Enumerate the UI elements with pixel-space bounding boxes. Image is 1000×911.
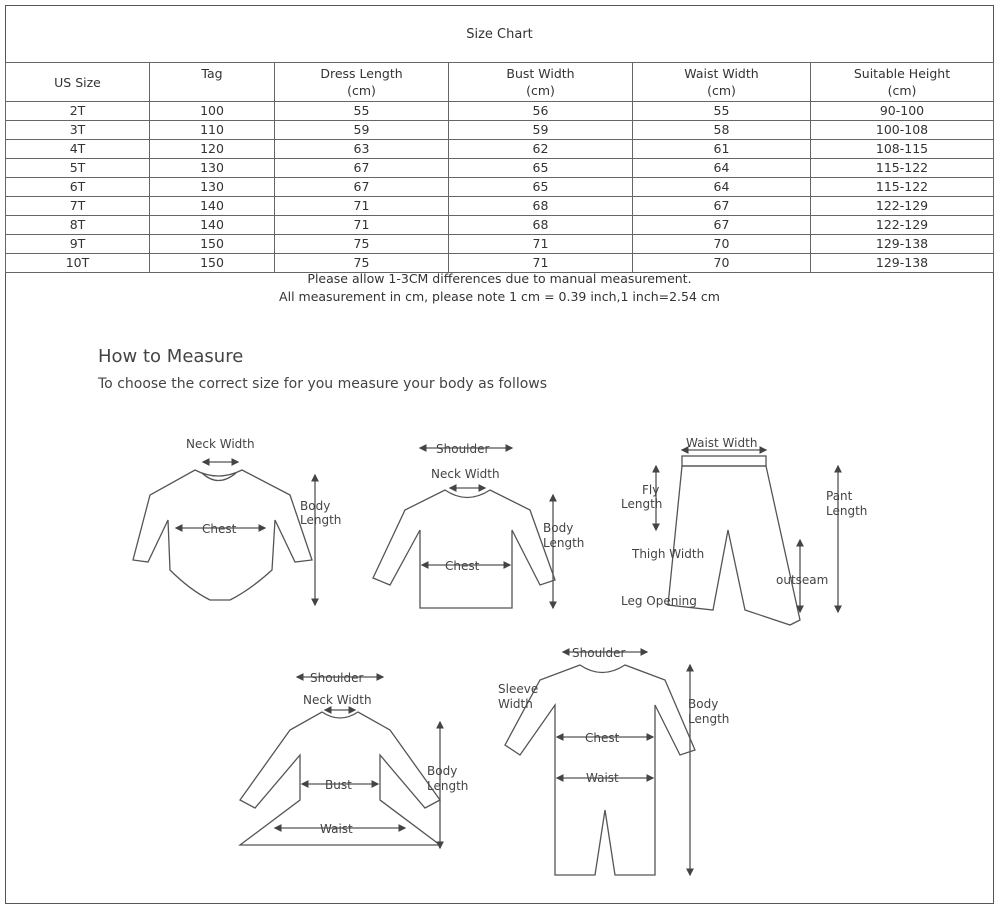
shirt-chest-label: Chest (445, 559, 480, 573)
how-to-measure-subtitle: To choose the correct size for you measure your body as follows (98, 376, 548, 392)
header-suitable-height: Suitable Height (cm) (811, 63, 994, 102)
pants-pant-label: Pant (826, 489, 853, 503)
cell-us-size: 9T (6, 235, 150, 254)
shirt-body-label: Body (543, 521, 574, 535)
header-waist-width: Waist Width (cm) (633, 63, 811, 102)
how-to-measure-title: How to Measure (98, 346, 244, 367)
cell-dress-length: 63 (275, 140, 449, 159)
cell-dress-length: 67 (275, 159, 449, 178)
cell-bust-width: 68 (449, 197, 633, 216)
bodysuit-neck-label: Neck Width (186, 437, 255, 451)
cell-suitable-height: 115-122 (811, 159, 994, 178)
cell-waist-width: 70 (633, 254, 811, 273)
dress-waist-label: Waist (320, 822, 353, 836)
bodysuit-diagram (133, 437, 341, 605)
cell-waist-width: 64 (633, 159, 811, 178)
pants-pant-length-label: Length (826, 504, 868, 518)
cell-us-size: 5T (6, 159, 150, 178)
shirt-diagram (373, 442, 584, 608)
romper-body-label: Body (688, 697, 719, 711)
shirt-length-label: Length (543, 536, 585, 550)
cell-dress-length: 75 (275, 235, 449, 254)
cell-waist-width: 55 (633, 102, 811, 121)
cell-tag: 110 (150, 121, 275, 140)
shirt-shoulder-label: Shoulder (436, 442, 490, 456)
cell-waist-width: 61 (633, 140, 811, 159)
cell-dress-length: 55 (275, 102, 449, 121)
cell-waist-width: 58 (633, 121, 811, 140)
cell-waist-width: 70 (633, 235, 811, 254)
romper-sleeve-width-label: Width (498, 697, 533, 711)
cell-dress-length: 67 (275, 178, 449, 197)
pants-fly-label: Fly (642, 483, 660, 497)
cell-bust-width: 59 (449, 121, 633, 140)
cell-dress-length: 59 (275, 121, 449, 140)
cell-dress-length: 71 (275, 197, 449, 216)
note-allowance: Please allow 1-3CM differences due to manual measurement. (307, 271, 692, 286)
cell-bust-width: 62 (449, 140, 633, 159)
cell-us-size: 10T (6, 254, 150, 273)
dress-diagram (240, 671, 468, 848)
cell-suitable-height: 129-138 (811, 254, 994, 273)
note-conversion: All measurement in cm, please note 1 cm = 0.39 inch,1 inch=2.54 cm (279, 289, 720, 304)
cell-tag: 140 (150, 216, 275, 235)
cell-tag: 150 (150, 254, 275, 273)
dress-neck-label: Neck Width (303, 693, 372, 707)
chart-title: Size Chart (5, 5, 994, 63)
cell-bust-width: 68 (449, 216, 633, 235)
cell-suitable-height: 122-129 (811, 197, 994, 216)
cell-bust-width: 71 (449, 235, 633, 254)
cell-bust-width: 56 (449, 102, 633, 121)
cell-suitable-height: 115-122 (811, 178, 994, 197)
pants-outseam-label: outseam (776, 573, 829, 587)
cell-us-size: 6T (6, 178, 150, 197)
cell-suitable-height: 90-100 (811, 102, 994, 121)
cell-dress-length: 71 (275, 216, 449, 235)
cell-tag: 130 (150, 178, 275, 197)
cell-us-size: 4T (6, 140, 150, 159)
romper-diagram (498, 646, 729, 875)
pants-thigh-label: Thigh Width (632, 547, 705, 561)
romper-waist-label: Waist (586, 771, 619, 785)
cell-bust-width: 71 (449, 254, 633, 273)
shirt-neck-label: Neck Width (431, 467, 500, 481)
cell-tag: 140 (150, 197, 275, 216)
pants-fly-length-label: Length (621, 497, 663, 511)
cell-dress-length: 75 (275, 254, 449, 273)
cell-tag: 120 (150, 140, 275, 159)
cell-suitable-height: 129-138 (811, 235, 994, 254)
cell-suitable-height: 108-115 (811, 140, 994, 159)
cell-tag: 130 (150, 159, 275, 178)
cell-waist-width: 64 (633, 178, 811, 197)
cell-us-size: 7T (6, 197, 150, 216)
pants-diagram (621, 436, 867, 625)
cell-us-size: 8T (6, 216, 150, 235)
cell-bust-width: 65 (449, 178, 633, 197)
cell-waist-width: 67 (633, 197, 811, 216)
header-bust-width: Bust Width (cm) (449, 63, 633, 102)
romper-shoulder-label: Shoulder (572, 646, 626, 660)
cell-bust-width: 65 (449, 159, 633, 178)
header-tag: Tag (150, 63, 275, 102)
pants-waist-label: Waist Width (686, 436, 758, 450)
cell-us-size: 2T (6, 102, 150, 121)
romper-chest-label: Chest (585, 731, 620, 745)
bodysuit-body-label: Body (300, 499, 331, 513)
dress-length-label: Length (427, 779, 469, 793)
dress-shoulder-label: Shoulder (310, 671, 364, 685)
dress-body-label: Body (427, 764, 458, 778)
cell-waist-width: 67 (633, 216, 811, 235)
romper-length-label: Length (688, 712, 730, 726)
header-dress-length: Dress Length (cm) (275, 63, 449, 102)
header-us-size: US Size (6, 63, 150, 102)
bodysuit-chest-label: Chest (202, 522, 237, 536)
cell-suitable-height: 100-108 (811, 121, 994, 140)
cell-us-size: 3T (6, 121, 150, 140)
cell-tag: 100 (150, 102, 275, 121)
cell-tag: 150 (150, 235, 275, 254)
romper-sleeve-label: Sleeve (498, 682, 539, 696)
bodysuit-length-label: Length (300, 513, 342, 527)
cell-suitable-height: 122-129 (811, 216, 994, 235)
dress-bust-label: Bust (325, 778, 352, 792)
pants-leg-label: Leg Opening (621, 594, 697, 608)
